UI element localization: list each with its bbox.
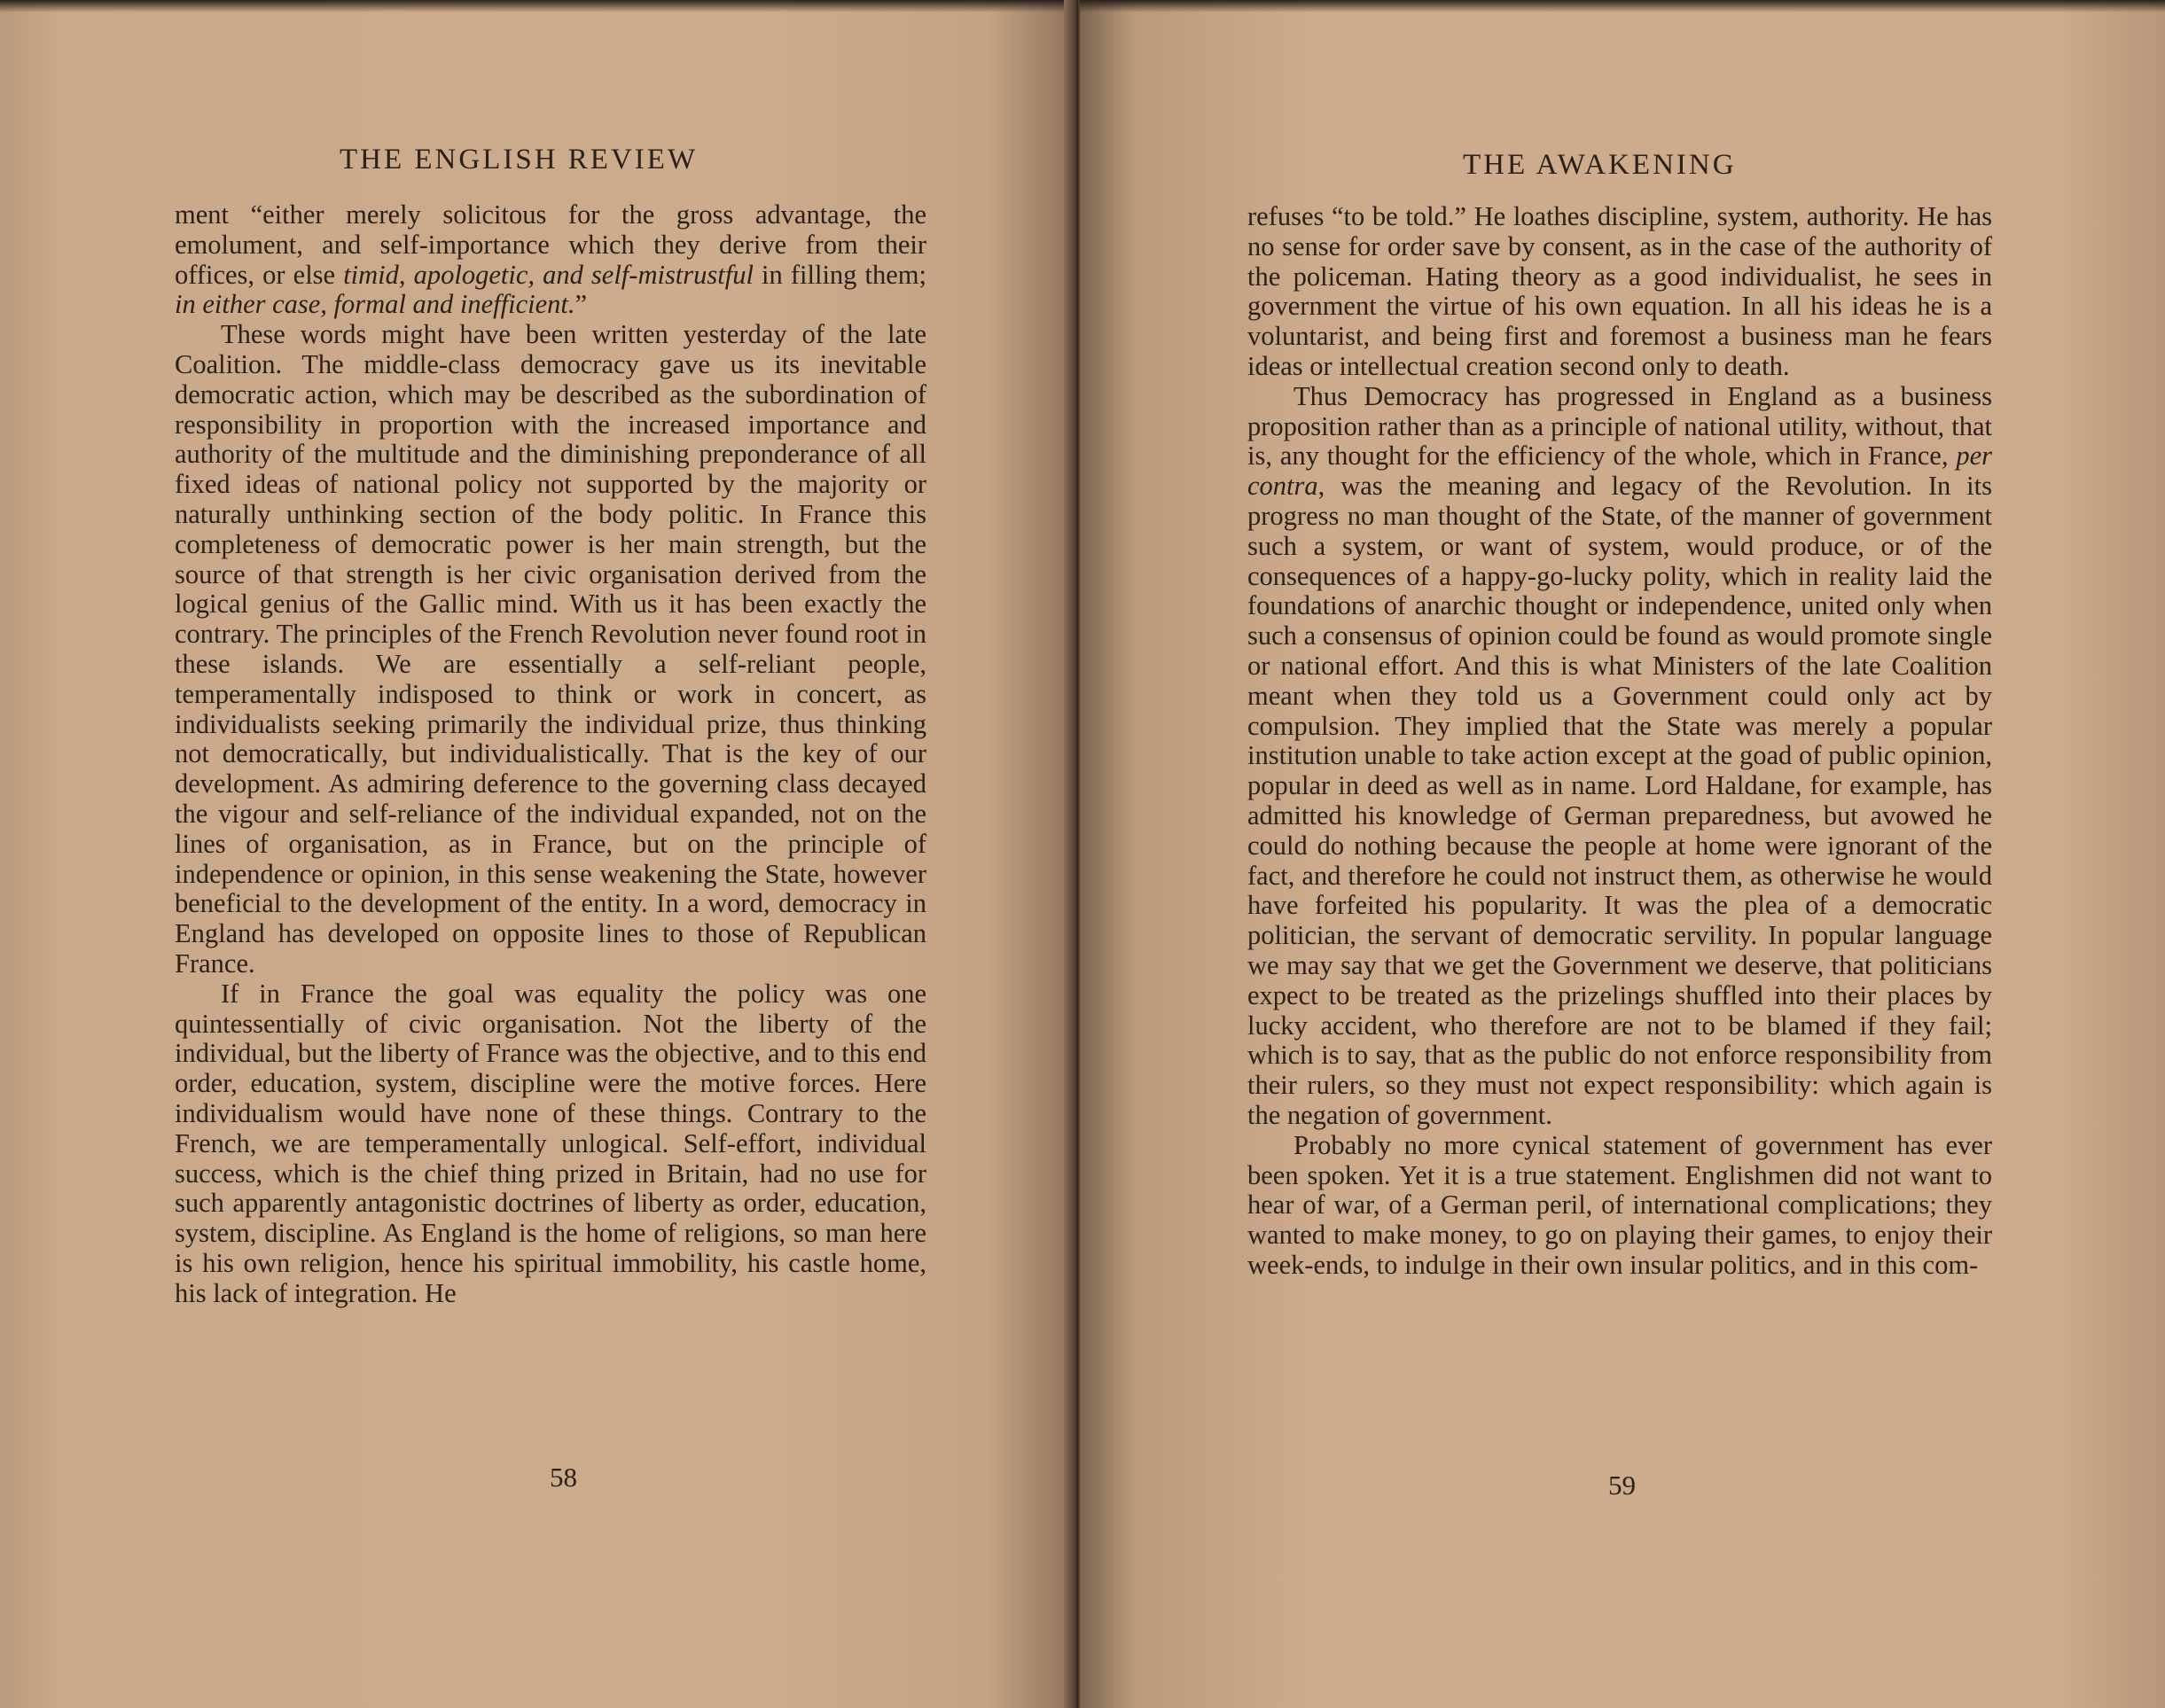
- page-number-left: 58: [550, 1462, 577, 1493]
- left-paragraph-3: If in France the goal was equality the policy was one quintessentially of civic organisation. Not the liberty of the individual, but the liberty of France was the objective, and to this end order, education, system, discipline were the motive forces. Here individualism would have none of these things. Contrary to the French, we are temperamentally unlogical. Self-effort, individual success, which is the chief thing prized in Britain, had no use for such apparently antagonistic doctrines of liberty as order, education, system, discipline. As England is the home of religions, so man here is his own religion, hence his spiritual immobility, his castle home, his lack of integration. He: [175, 978, 926, 1308]
- page-top-shadow: [1080, 0, 2165, 12]
- left-paragraph-1: [175, 200, 926, 320]
- left-page-body: [175, 200, 926, 1308]
- running-head-left: THE ENGLISH REVIEW: [340, 144, 699, 175]
- right-page: [1080, 0, 2165, 1708]
- right-paragraph-1: refuses “to be told.” He loathes discipline, system, authority. He has no sense for order save by consent, as in the case of the authority of the policeman. Hating theory as a good individualist, he sees in government the virtue of his own equation. In all his ideas he is a voluntarist, and being first and foremost a business man he fears ideas or intellectual creation second only to death.: [1247, 201, 1992, 381]
- running-head-right: THE AWAKENING: [1463, 149, 1737, 181]
- left-paragraph-1-lead: ment “either merely solicitous for the gross advantage, the emolument, and self-importance which they derive from their offices, or else: [175, 199, 926, 290]
- page-top-shadow: [0, 0, 1075, 12]
- right-paragraph-2-rest: , was the meaning and legacy of the Revolution. In its progress no man thought of the State, of the manner of government such a system, or want of system, would produce, or of the consequences of a happy-go-lucky polity, which in reality laid the foundations of anarchic thought or independence, united only when such a consensus of opinion could be found as would promote single or national effort. And this is what Ministers of the late Coalition meant when they told us a Government could only act by compulsion. They implied that the State was merely a popular institution unable to take action except at the goad of public opinion, popular in deed as well as in name. Lord Haldane, for example, has admitted his knowledge of German preparedness, but avowed he could do nothing because the people at home were ignorant of the fact, and therefore he could not instruct them, as otherwise he would have forfeited his popularity. It was the plea of a democratic politician, the servant of democratic servility. In popular language we may say that we get the Government we deserve, that politicians expect to be treated as the prizelings shuffled into their places by lucky accident, who therefore are not to be blamed if they fail; which is to say, that as the public do not enforce responsibility from their rulers, so they must not expect responsibility: which again is the negation of government.: [1247, 471, 1992, 1130]
- right-page-body: [1247, 202, 1992, 1281]
- italic-phrase-b: in either case, formal and inefficient.: [175, 289, 575, 320]
- left-paragraph-2: These words might have been written yesterday of the late Coalition. The middle-class democracy gave us its inevitable democratic action, which may be described as the subordination of responsibility in proportion with the increased importance and authority of the multitude and the diminishing preponderance of all fixed ideas of national policy not supported by the majority or naturally unthinking section of the body politic. In France this completeness of democratic power is her main strength, but the source of that strength is her civic organisation derived from the logical genius of the Gallic mind. With us it has been exactly the contrary. The principles of the French Revolution never found root in these islands. We are essentially a self-reliant people, temperamentally indisposed to think or work in concert, as individualists seeking primarily the individual prize, thus thinking not democratically, but individualistically. That is the key of our development. As admiring deference to the governing class decayed the vigour and self-reliance of the individual expanded, not on the lines of organisation, as in France, but on the principle of independence or opinion, in this sense weakening the State, however beneficial to the development of the entity. In a word, democracy in England has developed on opposite lines to those of Republican France.: [175, 319, 926, 979]
- right-paragraph-3: Probably no more cynical statement of government has ever been spoken. Yet it is a true statement. Englishmen did not want to hear of war, of a German peril, of international complications; they wanted to make money, to go on playing their games, to enjoy their week-ends, to indulge in their own insular politics, and in this com-: [1247, 1129, 1992, 1280]
- left-paragraph-1-mid: in filling them;: [753, 259, 926, 290]
- page-number-right: 59: [1608, 1470, 1636, 1501]
- italic-phrase-per-contra: per contra: [1247, 441, 1992, 502]
- right-paragraph-2: [1247, 382, 1992, 1131]
- left-page: [0, 0, 1075, 1708]
- left-paragraph-1-tail: ”: [574, 289, 588, 320]
- right-paragraph-2-lead: Thus Democracy has progressed in England as a business proposition rather than as a principle of national utility, without, that is, any thought for the efficiency of the whole, which in France,: [1247, 380, 1992, 472]
- italic-phrase-a: timid, apologetic, and self-mistrustful: [343, 259, 754, 290]
